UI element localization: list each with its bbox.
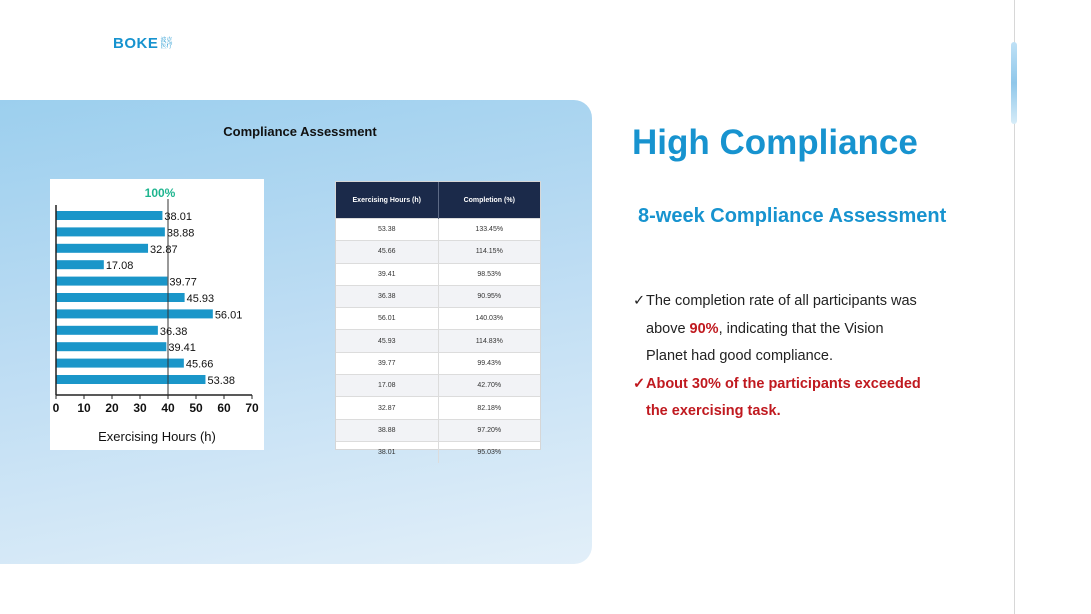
table-cell-hours: 32.87 <box>336 397 438 419</box>
table-row <box>336 330 540 352</box>
table-cell-hours: 39.41 <box>336 263 438 285</box>
logo-wordmark: BOKE <box>113 35 159 52</box>
table-header-completion: Completion (%) <box>438 182 540 219</box>
bar-value-label: 53.38 <box>207 375 235 387</box>
table-cell-completion: 114.15% <box>438 241 540 263</box>
bar-value-label: 39.41 <box>168 342 196 355</box>
table-row <box>336 241 540 263</box>
bar-value-label: 39.77 <box>169 276 197 289</box>
table-cell-completion: 99.43% <box>438 352 540 374</box>
table-cell-completion: 140.03% <box>438 308 540 330</box>
bar-value-label: 36.38 <box>159 325 188 338</box>
table-header-hours: Exercising Hours (h) <box>336 182 438 219</box>
highlight-percentage: 90% <box>689 320 719 337</box>
bar-chart-svg <box>50 179 264 450</box>
table-row <box>336 263 540 285</box>
logo <box>113 35 172 52</box>
x-tick-label: 70 <box>245 401 259 415</box>
table-cell-completion: 114.83% <box>438 330 540 352</box>
completion-table <box>336 182 540 463</box>
bar-value-label: 32.87 <box>150 243 178 256</box>
slide-subheading: 8-week Compliance Assessment <box>638 205 947 227</box>
bullet-line: Planet had good compliance. <box>646 348 834 364</box>
x-tick-label: 10 <box>77 401 91 415</box>
bar <box>56 375 205 384</box>
bar-value-label: 38.01 <box>164 211 192 223</box>
bullet-line: the exercising task. <box>646 403 781 419</box>
panel-title: Compliance Assessment <box>223 124 377 139</box>
bullet-line: The completion rate of all participants was <box>646 293 917 309</box>
table-cell-completion: 82.18% <box>438 397 540 419</box>
table-row <box>336 219 540 241</box>
table-row <box>336 308 540 330</box>
table-row <box>336 352 540 374</box>
bar <box>56 342 166 351</box>
bar-value-label: 17.08 <box>105 260 134 273</box>
bar-value-label: 56.01 <box>214 309 243 322</box>
table-body <box>336 219 540 464</box>
bullet-line <box>646 316 1003 344</box>
logo-subtext: 波克医疗 <box>160 37 173 50</box>
bar <box>56 309 213 318</box>
scroll-accent-bar <box>1011 42 1017 124</box>
bullet-list <box>633 288 1003 426</box>
table-cell-hours: 38.01 <box>336 441 438 463</box>
bar <box>56 211 162 220</box>
bullet-item-exceeded <box>633 371 1003 426</box>
bullet-text: above <box>646 320 690 337</box>
bullet-text: , indicating that the Vision <box>718 320 884 337</box>
table-cell-hours: 56.01 <box>336 308 438 330</box>
table-row <box>336 397 540 419</box>
bar <box>56 293 185 302</box>
table-cell-hours: 39.77 <box>336 352 438 374</box>
completion-table-container <box>335 181 541 457</box>
slide-heading: High Compliance <box>632 123 918 162</box>
x-tick-label: 40 <box>161 401 175 415</box>
x-tick-label: 20 <box>105 401 119 415</box>
table-row <box>336 419 540 441</box>
table-header-row <box>336 182 540 219</box>
table-cell-completion: 98.53% <box>438 263 540 285</box>
bar <box>56 244 148 253</box>
reference-line-label: 100% <box>144 186 176 200</box>
table-cell-hours: 45.93 <box>336 330 438 352</box>
bar <box>56 227 165 236</box>
table-cell-hours: 17.08 <box>336 375 438 397</box>
table-cell-completion: 90.95% <box>438 285 540 307</box>
bar <box>56 277 167 286</box>
bar-value-label: 45.66 <box>185 358 214 371</box>
bullet-line: About 30% of the participants exceeded <box>646 375 921 392</box>
x-tick-label: 0 <box>52 401 60 415</box>
x-tick-label: 60 <box>217 401 231 415</box>
bullet-item-completion <box>633 288 1003 371</box>
table-cell-hours: 36.38 <box>336 285 438 307</box>
table-row <box>336 285 540 307</box>
bar-chart <box>50 179 264 450</box>
table-cell-hours: 38.88 <box>336 419 438 441</box>
table-cell-completion: 97.20% <box>438 419 540 441</box>
bar <box>56 326 158 335</box>
table-cell-completion: 133.45% <box>438 219 540 241</box>
bar-value-label: 45.93 <box>186 293 215 305</box>
table-row <box>336 375 540 397</box>
table-cell-hours: 45.66 <box>336 241 438 263</box>
table-row <box>336 441 540 463</box>
table-cell-completion: 42.70% <box>438 375 540 397</box>
bar <box>56 260 104 269</box>
x-tick-label: 30 <box>133 401 147 415</box>
x-tick-label: 50 <box>189 401 203 415</box>
bar-value-label: 38.88 <box>166 227 195 240</box>
table-cell-hours: 53.38 <box>336 219 438 241</box>
checkmark-icon: ✓ <box>633 375 646 392</box>
bar <box>56 359 184 368</box>
checkmark-icon: ✓ <box>633 293 646 309</box>
table-cell-completion: 95.03% <box>438 441 540 463</box>
x-axis-label: Exercising Hours (h) <box>98 429 216 444</box>
